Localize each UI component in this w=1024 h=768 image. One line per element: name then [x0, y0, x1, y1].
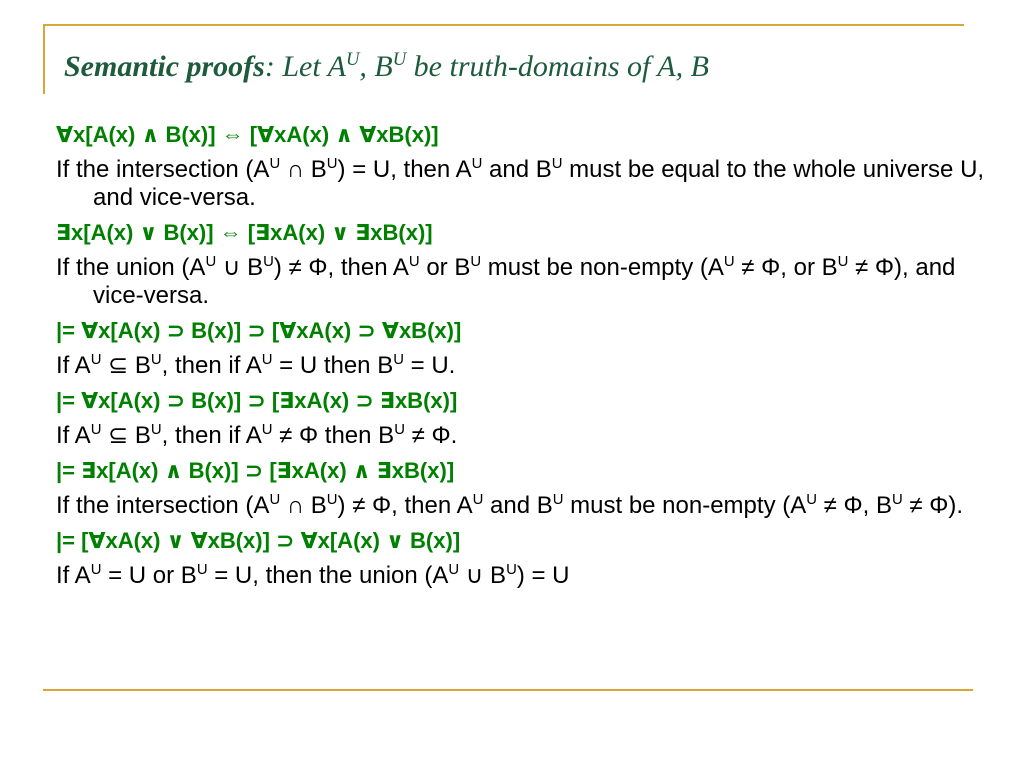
formula-line-3: |= ∀x[A(x) ⊃ B(x)] ⊃ [∀xA(x) ⊃ ∀xB(x)]	[56, 318, 462, 343]
slide-title	[64, 50, 709, 84]
explanation-1: If the intersection ($A^U$ ∩ $B^U) = U$, then $A^U$ and $B^U$ must be equal to the whole universe U, and vice-versa.	[56, 156, 985, 211]
top-rule	[43, 24, 964, 26]
explanation-6: If $A^U = U$ or $B^U = U$, then the union ($A^U$ ∪ $B^U) = U$	[56, 562, 570, 589]
formula-line-6: |= [∀xA(x) ∨ ∀xB(x)] ⊃ ∀x[A(x) ∨ B(x)]	[56, 528, 461, 553]
formula-line-4: |= ∀x[A(x) ⊃ B(x)] ⊃ [∃xA(x) ⊃ ∃xB(x)]	[56, 388, 458, 413]
slide-title-bold: Semantic proofs	[64, 50, 265, 83]
bottom-rule	[43, 689, 973, 691]
left-rule	[43, 24, 45, 94]
formula-line-1: ∀x[A(x) ∧ B(x)] ⇔ [∀xA(x) ∧ ∀xB(x)]	[56, 122, 439, 147]
slide-title-rest: : Let $A^U$, $B^U$ be truth-domains of A, B	[264, 49, 709, 83]
explanation-3: If $A^U$ ⊆ $B^U$, then if $A^U = U$ then $B^U = U$.	[56, 352, 456, 379]
explanation-5: If the intersection ($A^U$ ∩ $B^U) \ne \Phi$, then $A^U$ and $B^U$ must be non-empty ($A^U \ne \Phi$, $B^U \ne \Phi$).	[56, 492, 964, 519]
explanation-4: If $A^U$ ⊆ $B^U$, then if $A^U \ne \Phi$ then $B^U \ne \Phi$.	[56, 422, 458, 449]
formula-line-5: |= ∃x[A(x) ∧ B(x)] ⊃ [∃xA(x) ∧ ∃xB(x)]	[56, 458, 455, 483]
slide-body	[56, 120, 986, 596]
formula-line-2: ∃x[A(x) ∨ B(x)] ⇔ [∃xA(x) ∨ ∃xB(x)]	[56, 220, 433, 245]
explanation-2: If the union ($A^U$ ∪ $B^U) \ne \Phi$, then $A^U$ or $B^U$ must be non-empty ($A^U \ne \Phi$, or $B^U \ne \Phi$), and vice-versa.	[56, 254, 956, 309]
